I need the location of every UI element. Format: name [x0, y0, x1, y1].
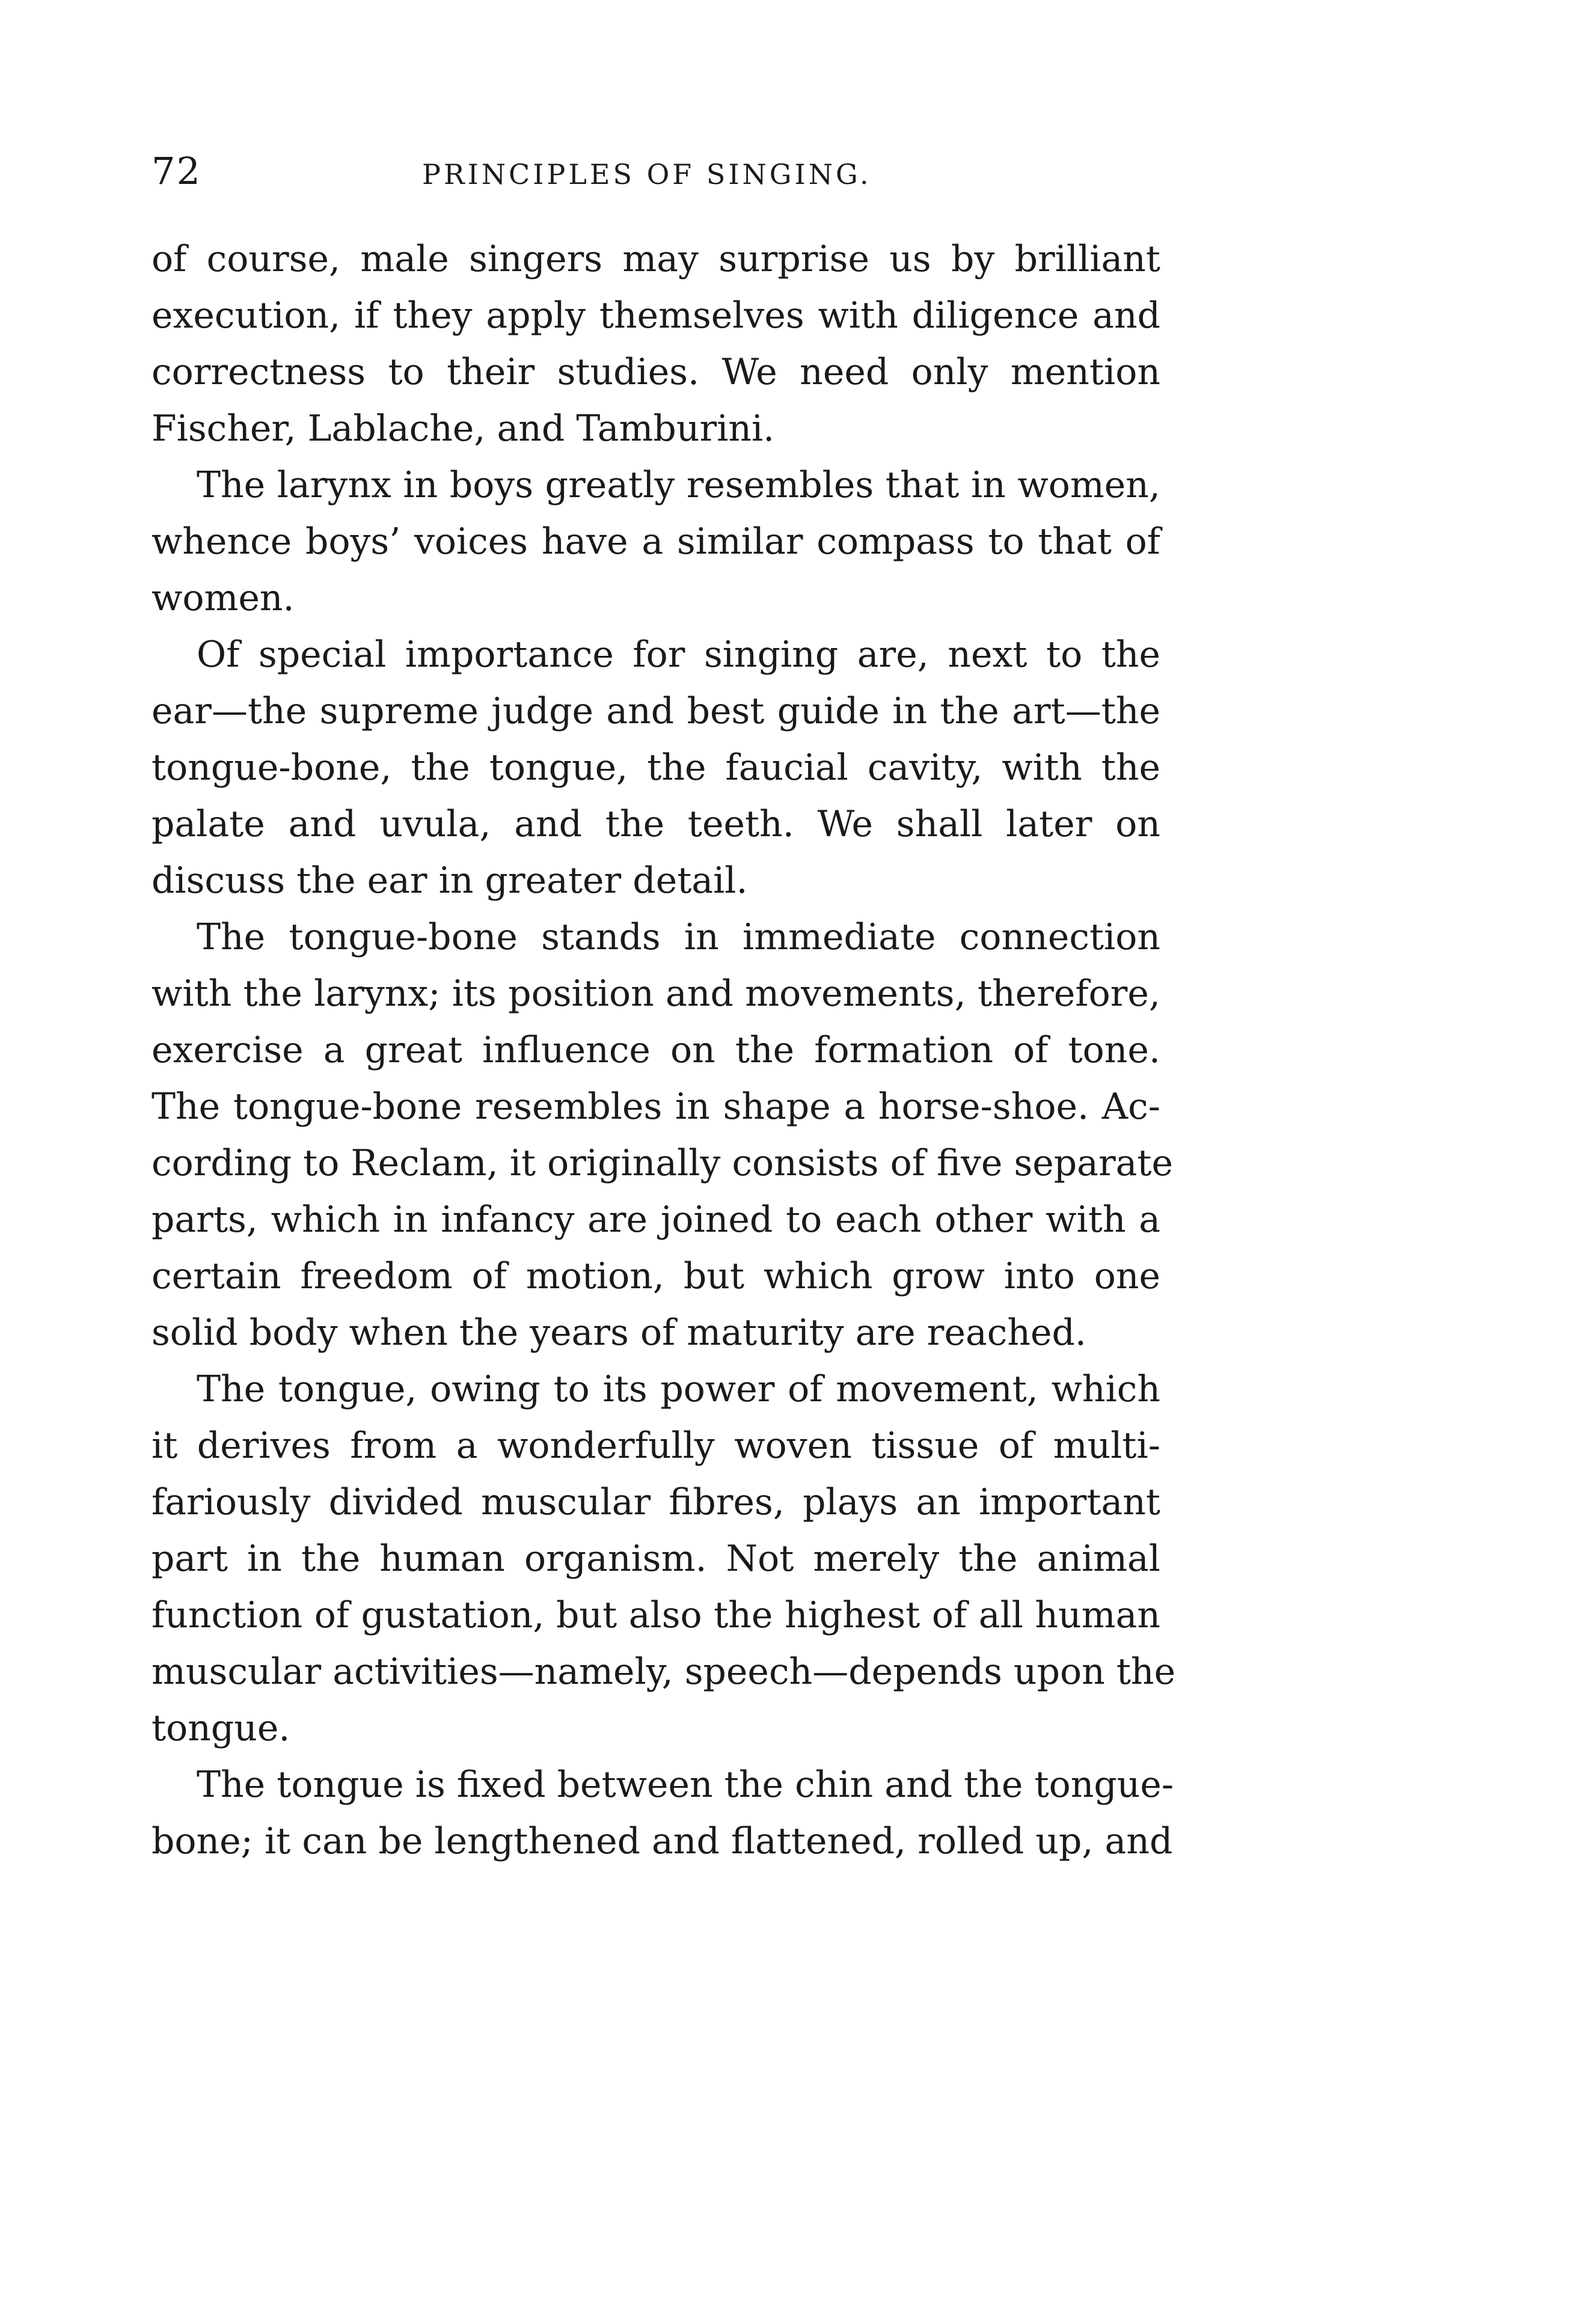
text-line: discuss the ear in greater detail.: [152, 860, 748, 902]
running-title: PRINCIPLES OF SINGING.: [422, 158, 872, 191]
text-line: Fischer, Lablache, and Tamburini.: [152, 408, 775, 450]
text-line: The larynx in boys greatly resembles that in women,: [197, 464, 1160, 506]
text-line: palate and uvula, and the teeth. We shall later on: [152, 803, 1160, 845]
text-line: The tongue-bone resembles in shape a horse-shoe. Ac-: [152, 1086, 1160, 1128]
text-line: function of gustation, but also the highest of all human: [152, 1594, 1160, 1636]
text-line: The tongue is fixed between the chin and the tongue-: [197, 1764, 1174, 1806]
text-line: bone; it can be lengthened and flattened, rolled up, and: [152, 1820, 1173, 1862]
text-line: exercise a great influence on the formation of tone.: [152, 1029, 1160, 1071]
text-line: tongue.: [152, 1707, 290, 1749]
text-line: The tongue, owing to its power of movement, which: [197, 1368, 1160, 1410]
text-line: The tongue-bone stands in immediate connection: [197, 916, 1160, 958]
text-line: women.: [152, 577, 295, 619]
text-line: parts, which in infancy are joined to each other with a: [152, 1199, 1160, 1241]
text-line: tongue-bone, the tongue, the faucial cavity, with the: [152, 747, 1160, 789]
text-line: execution, if they apply themselves with diligence and: [152, 295, 1160, 337]
text-line: with the larynx; its position and movements, therefore,: [152, 973, 1160, 1015]
text-line: fariously divided muscular fibres, plays an important: [152, 1481, 1160, 1523]
text-line: it derives from a wonderfully woven tissue of multi-: [152, 1425, 1160, 1467]
text-line: correctness to their studies. We need only mention: [152, 351, 1160, 393]
text-line: certain freedom of motion, but which grow into one: [152, 1255, 1160, 1297]
text-line: of course, male singers may surprise us by brilliant: [152, 238, 1160, 280]
body-text: [152, 231, 1176, 1870]
text-line: ear—the supreme judge and best guide in the art—the: [152, 690, 1160, 732]
text-line: part in the human organism. Not merely the animal: [152, 1538, 1160, 1580]
page-number: 72: [152, 149, 201, 193]
running-head: [152, 144, 1160, 198]
text-line: muscular activities—namely, speech—depends upon the: [152, 1651, 1176, 1693]
text-line: cording to Reclam, it originally consists of five separate: [152, 1142, 1174, 1184]
text-line: Of special importance for singing are, next to the: [197, 634, 1160, 676]
text-line: whence boys’ voices have a similar compass to that of: [152, 521, 1160, 563]
text-line: solid body when the years of maturity are reached.: [152, 1312, 1086, 1354]
